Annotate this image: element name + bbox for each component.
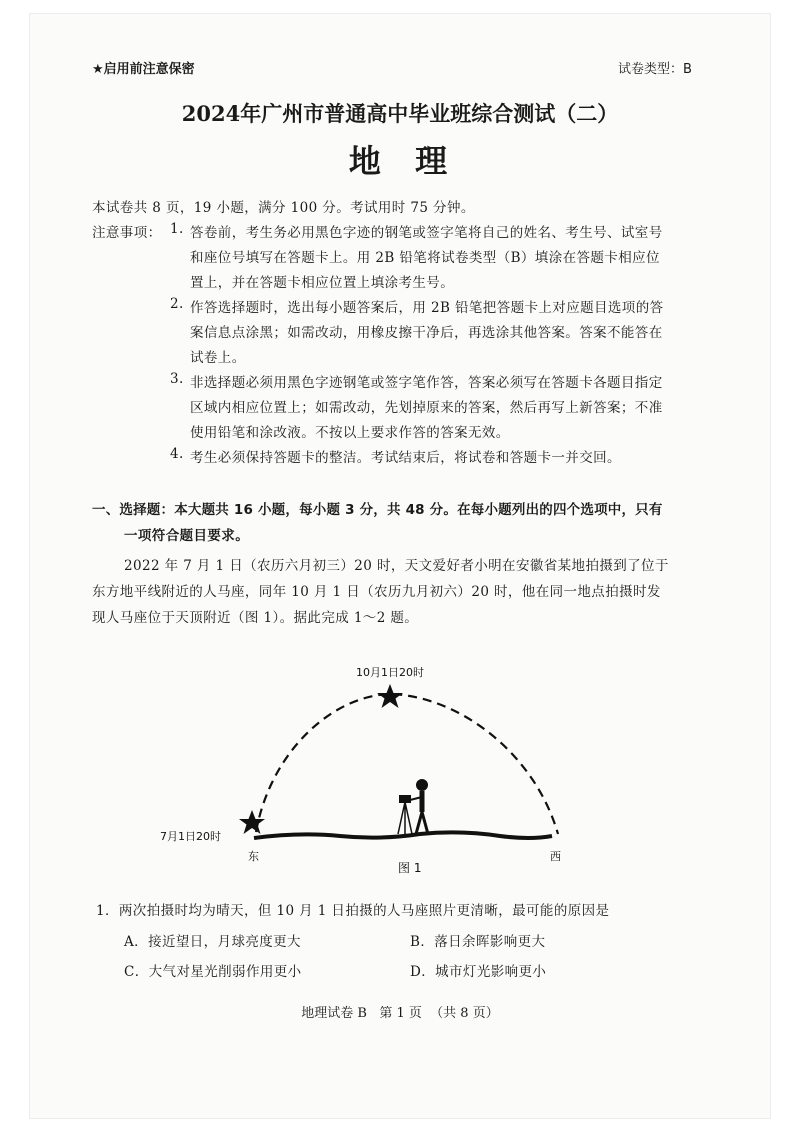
option-b <box>410 930 545 950</box>
label-jul: 7月1日20时 <box>160 830 221 843</box>
note-line: 答卷前，考生务必用黑色字迹的钢笔或签字笔将自己的姓名、考生号、试室号 <box>190 225 663 241</box>
passage-line: 现人马座位于天顶附近（图 1）。据此完成 1～2 题。 <box>92 610 419 626</box>
option-letter: B． <box>410 934 435 950</box>
option-letter: D． <box>410 964 436 980</box>
option-a <box>124 930 301 950</box>
star-oct-icon <box>377 684 403 708</box>
note-line: 非选择题必须用黑色字迹钢笔或签字笔作答，答案必须写在答题卡各题目指定 <box>190 375 663 391</box>
section-heading: 一、选择题：本大题共 16 小题，每小题 3 分，共 48 分。在每小题列出的四个选项中，只有 <box>92 502 663 518</box>
subject-title: 地 理 <box>348 142 452 180</box>
notes-label: 注意事项： <box>92 225 162 241</box>
confidential-notice: ★启用前注意保密 <box>92 62 195 77</box>
option-letter: C． <box>124 964 149 980</box>
note-line: 和座位号填写在答题卡上。用 2B 铅笔将试卷类型（B）填涂在答题卡相应位 <box>190 250 660 266</box>
question-1-stem: 1．两次拍摄时均为晴天，但 10 月 1 日拍摄的人马座照片更清晰，最可能的原因是 <box>96 903 610 919</box>
page-footer: 地理试卷 B 第 1 页 （共 8 页） <box>301 1006 499 1021</box>
note-number: 4. <box>170 446 184 462</box>
option-text: 城市灯光影响更小 <box>435 964 547 980</box>
label-west: 西 <box>550 850 561 863</box>
exam-page <box>30 14 770 1118</box>
option-text: 落日余晖影响更大 <box>434 934 546 950</box>
passage-line: 东方地平线附近的人马座，同年 10 月 1 日（农历九月初六）20 时，他在同一地点拍摄时发 <box>92 584 661 600</box>
figure-1-diagram <box>160 664 580 874</box>
option-c <box>124 960 302 980</box>
note-number: 2. <box>170 296 184 312</box>
note-number: 3. <box>170 371 184 387</box>
note-line: 作答选择题时，选出每小题答案后，用 2B 铅笔把答题卡上对应题目选项的答 <box>190 300 664 316</box>
observer-icon <box>398 780 428 834</box>
horizon-ground <box>254 832 552 838</box>
option-letter: A． <box>124 934 149 950</box>
note-line: 案信息点涂黑；如需改动，用橡皮擦干净后，再选涂其他答案。答案不能答在 <box>190 325 663 341</box>
note-line: 区域内相应位置上；如需改动，先划掉原来的答案，然后再写上新答案；不准 <box>190 400 663 416</box>
label-east: 东 <box>248 850 259 863</box>
note-number: 1. <box>170 221 184 237</box>
option-text: 大气对星光削弱作用更小 <box>148 964 302 980</box>
figure-caption: 图 1 <box>398 861 422 874</box>
note-line: 使用铅笔和涂改液。不按以上要求作答的答案无效。 <box>190 425 510 441</box>
label-oct: 10月1日20时 <box>356 666 424 679</box>
section-heading-cont: 一项符合题目要求。 <box>124 528 250 544</box>
note-line: 置上，并在答题卡相应位置上填涂考生号。 <box>190 275 455 291</box>
paper-type: 试卷类型：B <box>618 62 692 77</box>
option-text: 接近望日，月球亮度更大 <box>148 934 301 950</box>
exam-title: 2024年广州市普通高中毕业班综合测试（二） <box>181 101 619 126</box>
exam-intro: 本试卷共 8 页，19 小题，满分 100 分。考试用时 75 分钟。 <box>92 200 475 216</box>
note-line: 考生必须保持答题卡的整洁。考试结束后，将试卷和答题卡一并交回。 <box>190 450 621 466</box>
passage-line: 2022 年 7 月 1 日（农历六月初三）20 时，天文爱好者小明在安徽省某地拍摄到了位于 <box>124 558 669 574</box>
note-line: 试卷上。 <box>190 350 246 366</box>
option-d <box>410 960 546 980</box>
